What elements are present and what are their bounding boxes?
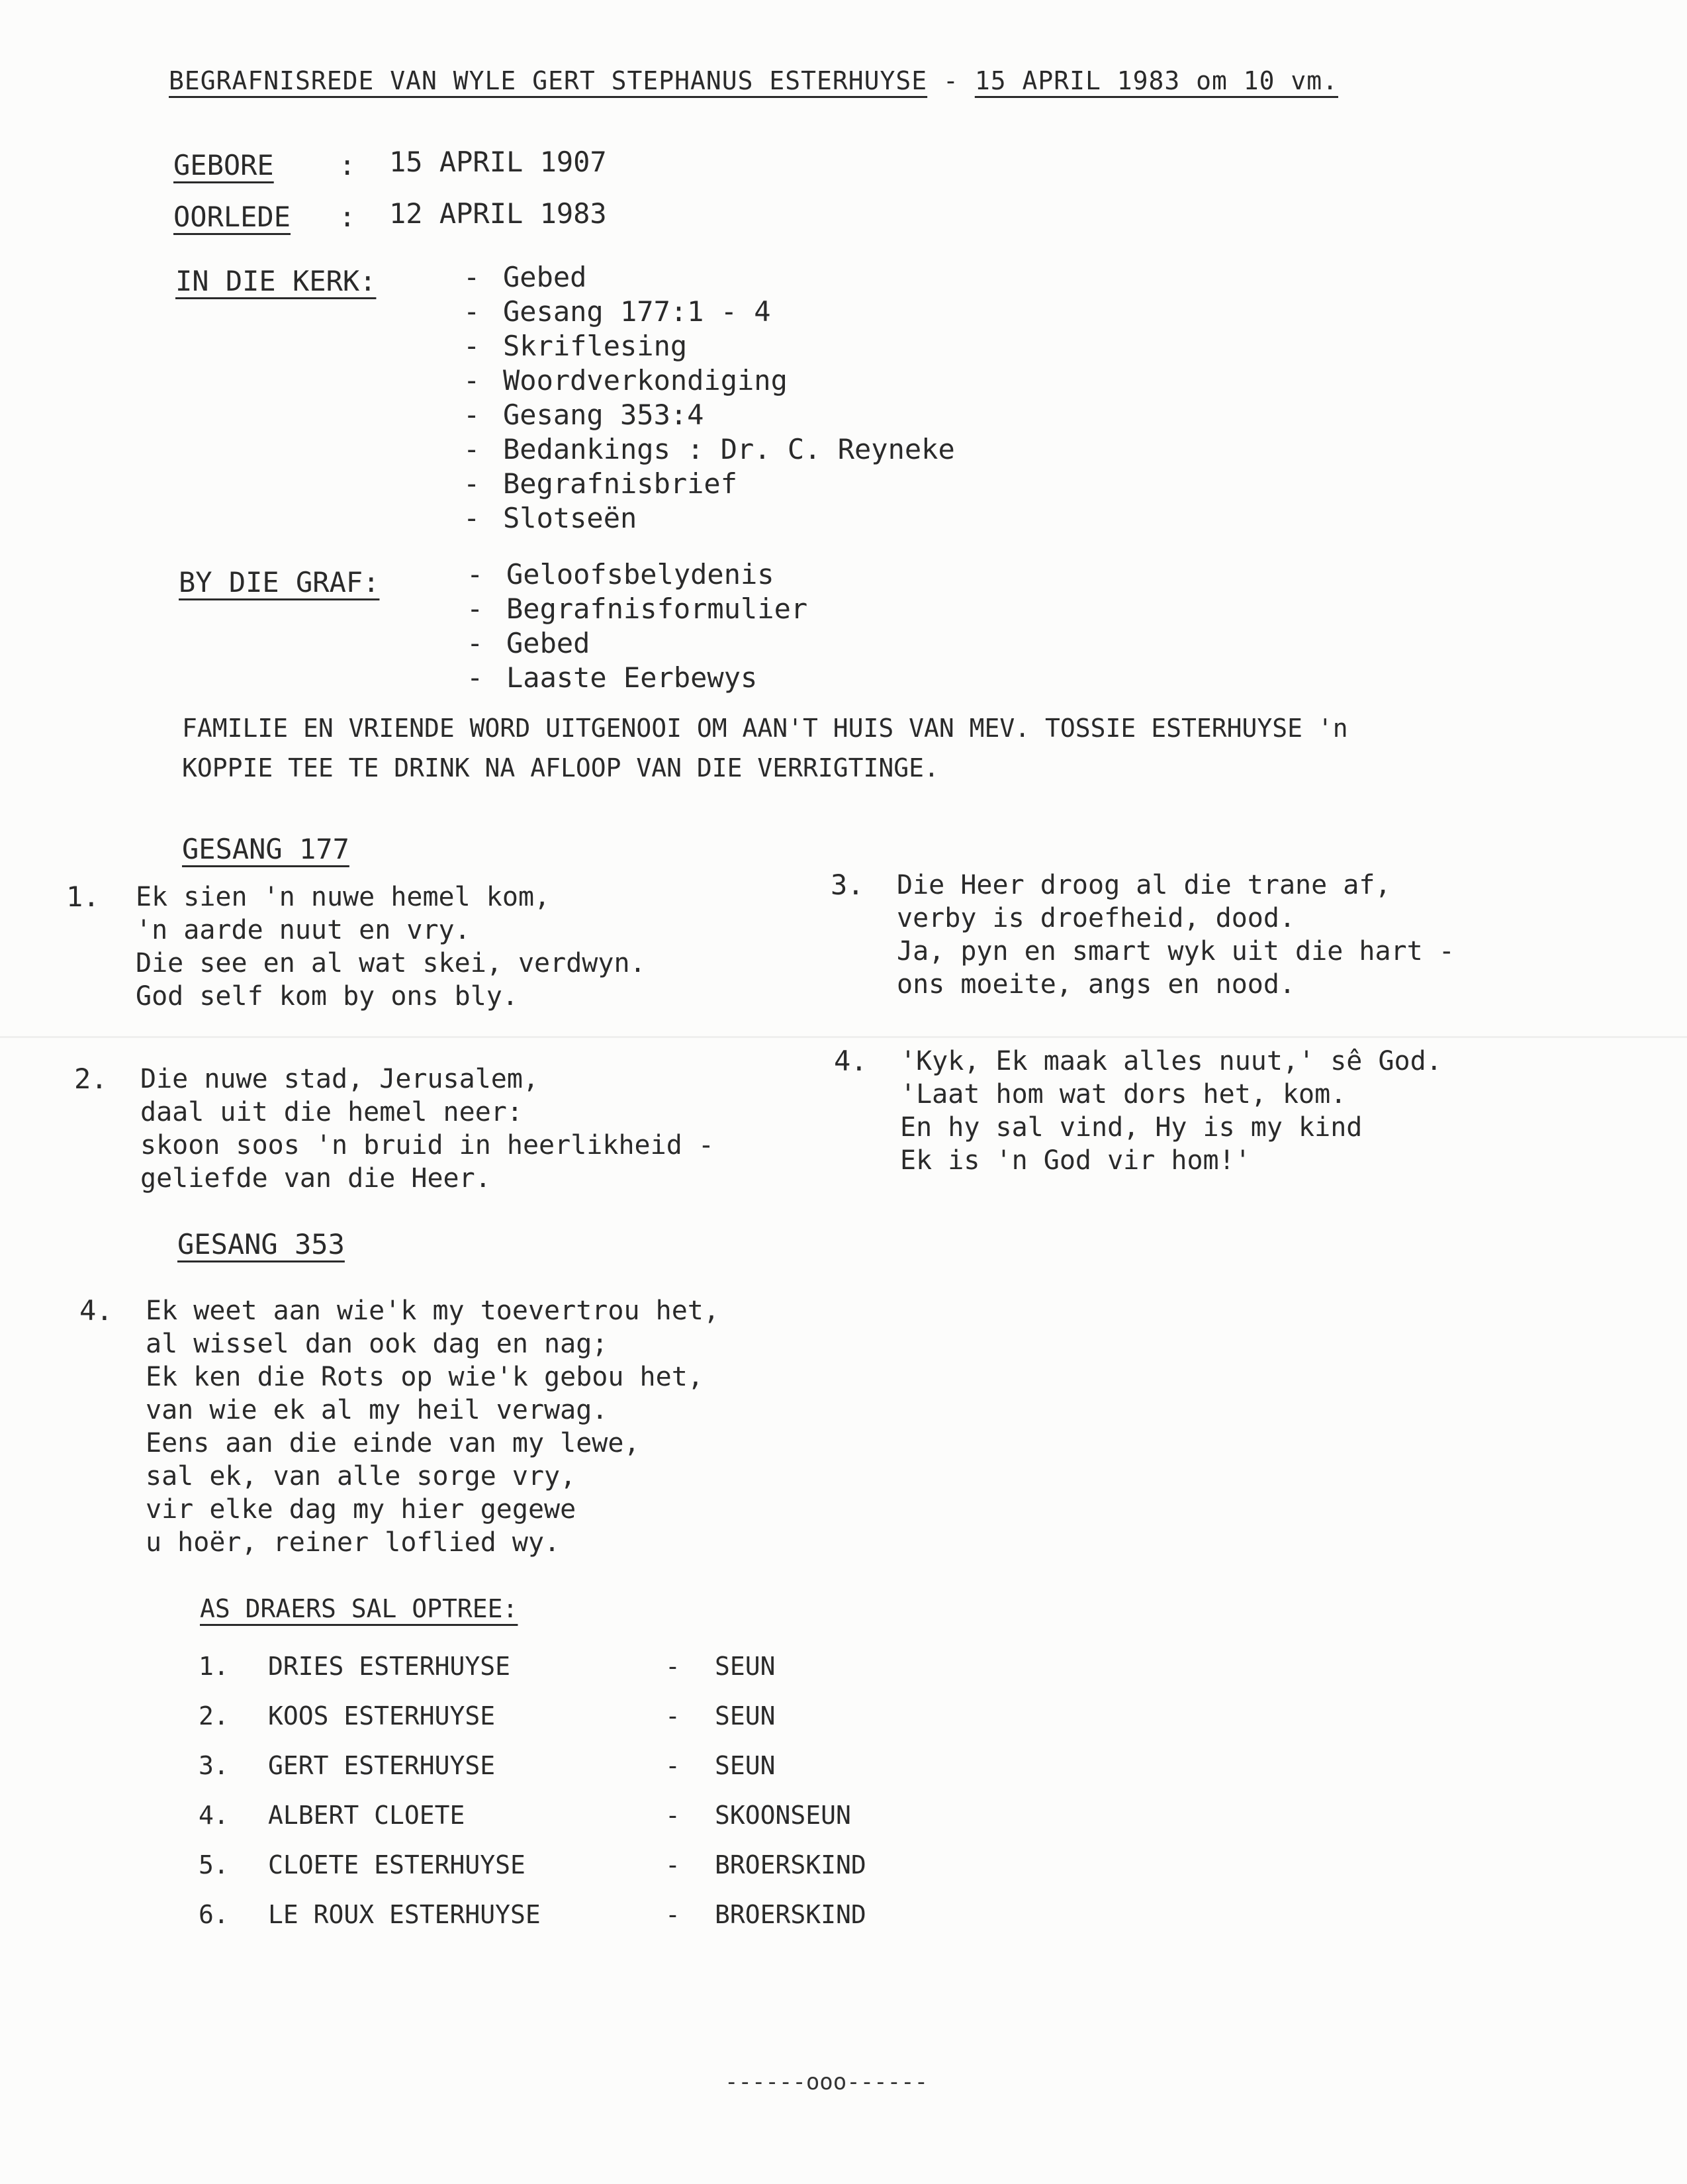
list-item: - Begrafnisformulier — [467, 593, 808, 625]
bearers-heading: AS DRAERS SAL OPTREE: — [200, 1594, 518, 1623]
invitation-line: FAMILIE EN VRIENDE WORD UITGENOOI OM AAN'T HUIS VAN MEV. TOSSIE ESTERHUYSE 'n — [182, 714, 1348, 743]
list-item: - Gebed — [463, 261, 587, 293]
list-item: - Begrafnisbrief — [463, 467, 738, 500]
hymn-177-heading: GESANG 177 — [182, 833, 349, 865]
grave-heading: BY DIE GRAF: — [179, 566, 380, 598]
list-item: - Slotseën — [463, 502, 637, 534]
list-item: - Gebed — [467, 627, 590, 659]
invitation-text — [182, 708, 1348, 788]
closing-ornament: ------ooo------ — [725, 2069, 929, 2095]
list-item: - Bedankings : Dr. C. Reyneke — [463, 433, 955, 465]
born-value: 15 APRIL 1907 — [389, 146, 607, 178]
list-item: - Geloofsbelydenis — [467, 558, 774, 591]
list-item: - Gesang 353:4 — [463, 399, 704, 431]
document-title — [169, 66, 1338, 95]
church-heading: IN DIE KERK: — [175, 265, 377, 297]
invitation-line: KOPPIE TEE TE DRINK NA AFLOOP VAN DIE VERRIGTINGE. — [182, 753, 939, 783]
grave-order-list — [467, 557, 807, 695]
born-label: GEBORE — [173, 149, 274, 181]
born-colon: : — [339, 149, 356, 181]
list-item: - Skriflesing — [463, 330, 688, 362]
funeral-programme-page: BEGRAFNISREDE VAN WYLE GERT STEPHANUS ESTERHUYSE - 15 APRIL 1983 om 10 vm. GEBORE : 15 APRIL 1907 OORLEDE : 12 APRIL 1983 IN DIE KERK: - Gebed - Gesang 177:1 - 4 - Skriflesing - Woordverkondiging - Gesang 353:4 - Bedankings : Dr. C. Reyneke - Begrafnisbrief - Slotseën BY DIE GRAF: - Geloofsbelydenis - Begrafnisformulier - Gebed - Laaste Eerbewys FAMILIE EN VRIENDE WORD UITGENOOI OM AAN'T HUIS VAN MEV. TOSSIE ESTERHUYSE 'n KOPPIE TEE TE DRINK NA AFLOOP VAN DIE VERRIGTINGE. GESANG 177 1. Ek sien 'n nuwe hemel kom, 'n aarde nuut en vry. Die see en al wat skei, verdwyn. God self kom by ons bly. 2. Die nuwe stad, Jerusalem, daal uit die hemel neer: skoon soos 'n bruid in heerlikheid - geliefde van die Heer. 3. Die Heer droog al die trane af, verby is droefheid, dood. Ja, pyn en smart wyk uit die hart - ons moeite, angs en nood. 4. 'Kyk, Ek maak alles nuut,' sê God. 'Laat hom wat dors het, kom. En hy sal vind, Hy is my kind Ek is 'n God vir hom!' GESANG 353 4. Ek weet aan wie'k my toevertrou het, al wissel dan ook dag en nag; Ek ken die Rots op wie'k gebou het, van wie ek al my heil verwag. Eens aan die einde van my lewe, sal ek, van alle sorge vry, vir elke dag my hier gegewe u hoër, reiner loflied wy. AS DRAERS SAL OPTREE: 1. DRIES ESTERHUYSE - SEUN 2. KOOS ESTERHUYSE - SEUN 3. GERT ESTERHUYSE - SEUN 4. ALBERT CLOETE - SKOONSEUN 5. CLOETE ESTERHUYSE - BROERSKIND 6. LE ROUX ESTERHUYSE - BROERSKIND ------ooo------ — [0, 0, 1687, 2184]
paper-fold — [0, 1036, 1687, 1038]
hymn-353-heading: GESANG 353 — [177, 1228, 345, 1260]
list-item: - Gesang 177:1 - 4 — [463, 295, 771, 328]
list-item: - Woordverkondiging — [463, 364, 788, 397]
title-separator: - — [943, 66, 959, 95]
title-date: 15 APRIL 1983 om 10 vm. — [974, 66, 1339, 95]
died-value: 12 APRIL 1983 — [389, 197, 607, 230]
list-item: - Laaste Eerbewys — [467, 661, 758, 694]
died-colon: : — [339, 201, 356, 233]
died-label: OORLEDE — [173, 201, 291, 233]
church-order-list — [463, 260, 955, 536]
title-main: BEGRAFNISREDE VAN WYLE GERT STEPHANUS ESTERHUYSE — [169, 66, 928, 95]
